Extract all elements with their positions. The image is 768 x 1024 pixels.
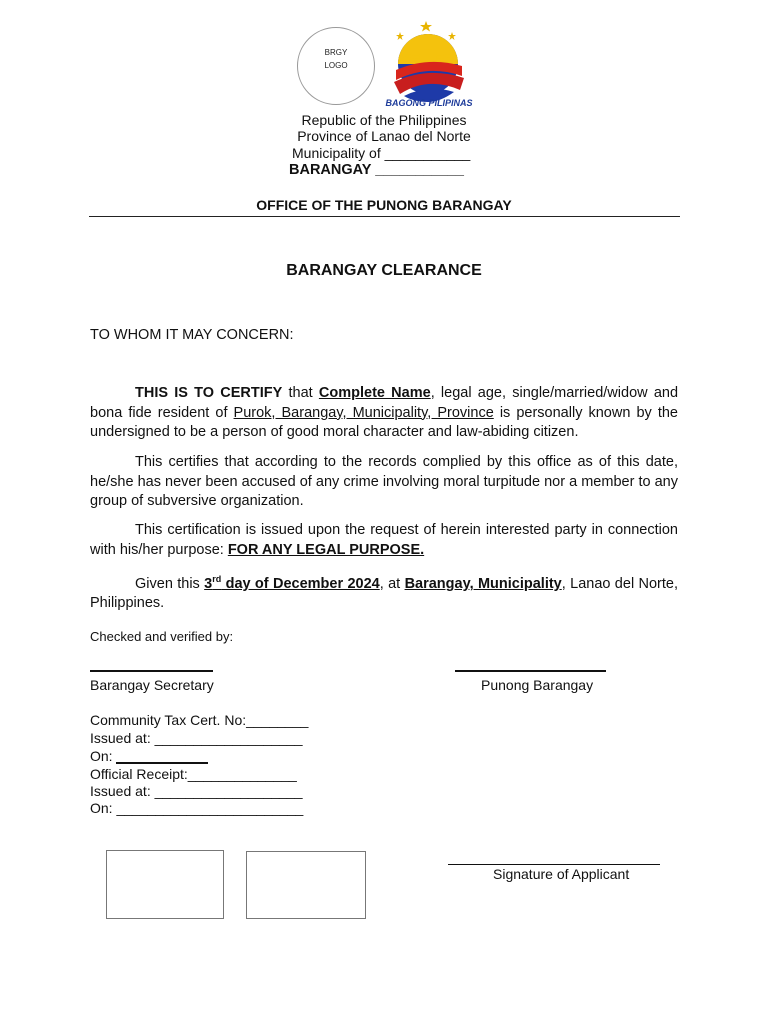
office-title: OFFICE OF THE PUNONG BARANGAY: [256, 197, 512, 213]
given-day-suffix: rd: [212, 574, 222, 584]
records-paragraph: This certifies that according to the records complied by this office as of this date, he/she has never been accused of any crime involving moral turpitude nor a member to any group of subversive organization.: [90, 454, 678, 509]
given-date-rest: day of December 2024: [221, 575, 380, 592]
certify-paragraph: [90, 384, 678, 443]
checked-verified-label: Checked and verified by:: [90, 629, 234, 644]
given-place: Barangay, Municipality: [404, 575, 562, 592]
ctc-field: Community Tax Cert. No:________: [90, 712, 309, 728]
on-field-1-line: [116, 762, 208, 764]
issued-at-field-1: Issued at: ___________________: [90, 730, 303, 746]
barangay-line: BARANGAY ___________: [289, 162, 464, 178]
applicant-name: Complete Name: [318, 385, 431, 401]
purpose-value: FOR ANY LEGAL PURPOSE.: [227, 541, 425, 558]
given-text-3: , Lanao del Norte, Philippines.: [90, 575, 679, 612]
on-label-1: On:: [90, 748, 113, 764]
on-field-2: On: ________________________: [90, 800, 304, 816]
given-date: [204, 576, 380, 592]
p1-text-1: that: [282, 385, 319, 401]
punong-label: Punong Barangay: [481, 677, 594, 693]
punong-signature-line: [455, 670, 606, 672]
bagong-pilipinas-label: BAGONG PILIPINAS: [385, 98, 473, 108]
purpose-paragraph: [90, 521, 678, 560]
republic-line: Republic of the Philippines: [301, 112, 467, 128]
given-text-2: , at: [379, 575, 405, 592]
salutation: TO WHOM IT MAY CONCERN:: [90, 327, 294, 343]
given-day-number: 3: [204, 575, 213, 592]
secretary-label: Barangay Secretary: [90, 677, 214, 693]
province-line: Province of Lanao del Norte: [297, 128, 471, 144]
purpose-text: This certification is issued upon the request of herein interested party in connection with his/her purpose:: [90, 522, 678, 558]
thumbmark-box-left: [106, 850, 224, 919]
certify-lead: THIS IS TO CERTIFY: [135, 385, 283, 401]
municipality-line: Municipality of ___________: [292, 145, 471, 161]
document-title: BARANGAY CLEARANCE: [286, 262, 482, 279]
given-paragraph: [90, 570, 678, 614]
official-receipt-field: Official Receipt:______________: [90, 766, 297, 782]
applicant-signature-line: [448, 864, 660, 865]
issued-at-field-2: Issued at: ___________________: [90, 783, 303, 799]
brgy-logo-placeholder: [297, 27, 375, 105]
given-text-1: Given this: [135, 575, 205, 592]
secretary-signature-line: [90, 670, 213, 672]
header-divider: [89, 216, 680, 217]
thumbmark-box-right: [246, 851, 366, 919]
applicant-signature-label: Signature of Applicant: [493, 866, 630, 882]
brgy-logo-text-2: LOGO: [324, 61, 348, 70]
p1-text-2: , legal age, single/married/widow and bona fide resident of: [90, 385, 679, 421]
p1-text-3: is personally known by the undersigned to be a person of good moral character and law-abiding citizen.: [90, 404, 678, 440]
on-field-1: [90, 748, 113, 766]
brgy-logo-text-1: BRGY: [324, 48, 348, 57]
applicant-address: Purok, Barangay, Municipality, Province: [233, 404, 494, 421]
